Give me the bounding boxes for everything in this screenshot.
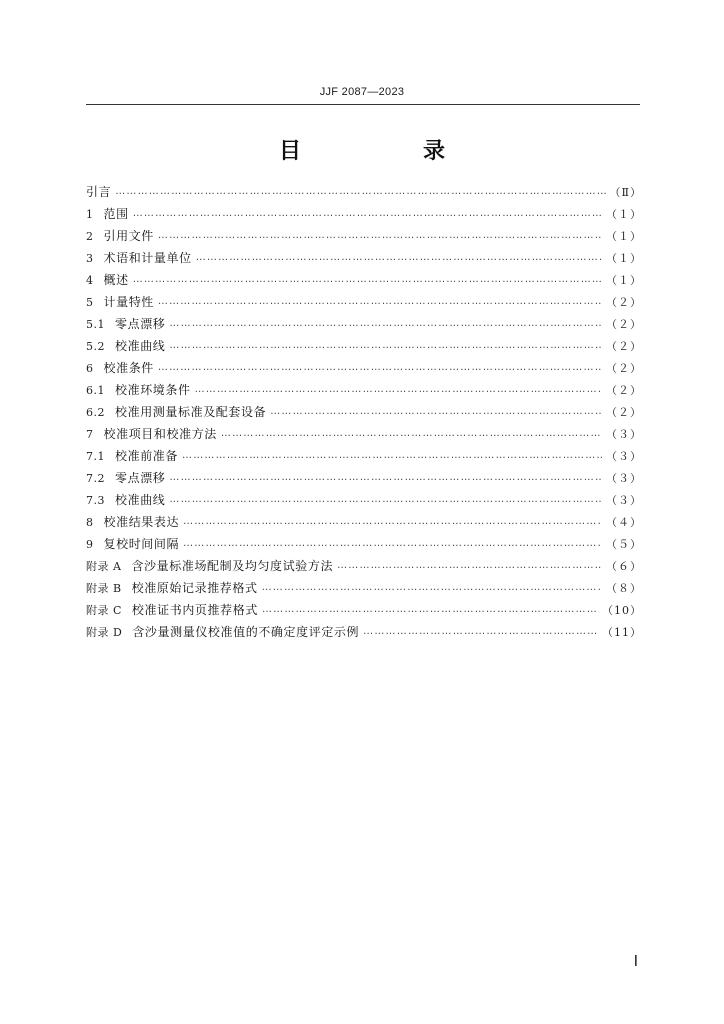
toc-leader-dots: [169, 335, 602, 357]
toc-entry-calibration-items-methods[interactable]: [86, 423, 642, 445]
toc-section-number: 5: [86, 296, 94, 309]
toc-appendix-number: 附录 D: [86, 626, 123, 639]
toc-section-number: 2: [86, 230, 94, 243]
toc-section-number: 7: [86, 428, 94, 441]
toc-label: [86, 269, 129, 292]
toc-leader-dots: [183, 533, 602, 555]
toc-entry-text: 引言: [86, 185, 112, 199]
toc-label: [86, 379, 191, 402]
toc-section-number: 6.2: [86, 406, 105, 419]
toc-page-number: （３）: [606, 494, 642, 507]
standard-code-header: JJF 2087—2023: [319, 86, 405, 98]
toc-entry-text: 零点漂移: [115, 317, 166, 331]
toc-label: [86, 621, 359, 644]
toc-entry-recalibration-interval[interactable]: [86, 533, 642, 555]
header-divider: [86, 104, 640, 105]
toc-page-number: （３）: [606, 450, 642, 463]
toc-page-number: （２）: [606, 296, 642, 309]
toc-entry-results-expression[interactable]: [86, 511, 642, 533]
toc-label: [86, 467, 165, 490]
toc-entry-text: 校准曲线: [115, 339, 166, 353]
toc-page-number: （１）: [606, 252, 642, 265]
toc-label: [86, 335, 165, 358]
toc-entry-calibration-curve-method[interactable]: [86, 489, 642, 511]
toc-label: [86, 225, 154, 248]
toc-page-number: （２）: [606, 318, 642, 331]
toc-entry-text: 含沙量标准场配制及均匀度试验方法: [131, 559, 334, 573]
toc-leader-dots: [133, 203, 602, 225]
toc-page-number: （３）: [606, 472, 642, 485]
toc-leader-dots: [169, 489, 602, 511]
toc-leader-dots: [169, 313, 602, 335]
page-number: Ⅰ: [633, 954, 638, 970]
toc-entry-text: 概述: [103, 273, 129, 287]
toc-entry-text: 校准原始记录推荐格式: [131, 581, 258, 595]
toc-page-number: （１）: [606, 274, 642, 287]
toc-entry-references[interactable]: [86, 225, 642, 247]
toc-entry-text: 校准用测量标准及配套设备: [115, 405, 267, 419]
toc-page-number: （２）: [606, 362, 642, 375]
toc-entry-calibration-curve[interactable]: [86, 335, 642, 357]
toc-leader-dots: [195, 379, 602, 401]
toc-page-number: （１）: [606, 208, 642, 221]
toc-label: [86, 291, 154, 314]
toc-leader-dots: [262, 577, 602, 599]
toc-page-number: （４）: [606, 516, 642, 529]
toc-label: [86, 247, 192, 270]
toc-entry-text: 校准证书内页推荐格式: [131, 603, 258, 617]
toc-label: [86, 357, 154, 380]
toc-entry-text: 计量特性: [103, 295, 154, 309]
toc-leader-dots: [158, 357, 602, 379]
toc-page-number: （Ⅱ）: [609, 186, 642, 199]
toc-leader-dots: [221, 423, 602, 445]
toc-page-number: （１）: [606, 230, 642, 243]
toc-page-number: （６）: [606, 560, 642, 573]
toc-section-number: 3: [86, 252, 94, 265]
toc-leader-dots: [169, 467, 602, 489]
toc-page-number: （２）: [606, 406, 642, 419]
toc-section-number: 1: [86, 208, 94, 221]
toc-label: [86, 577, 258, 600]
toc-page-number: （５）: [606, 538, 642, 551]
toc-label: [86, 313, 165, 336]
toc-leader-dots: [262, 599, 598, 621]
toc-entry-text: 校准条件: [103, 361, 154, 375]
toc-label: [86, 203, 129, 226]
toc-section-number: 4: [86, 274, 94, 287]
toc-entry-text: 校准环境条件: [115, 383, 191, 397]
toc-entry-text: 范围: [103, 207, 129, 221]
toc-entry-environment-conditions[interactable]: [86, 379, 642, 401]
toc-entry-text: 零点漂移: [115, 471, 166, 485]
toc-leader-dots: [158, 225, 602, 247]
toc-leader-dots: [133, 269, 602, 291]
toc-page-number: （10）: [602, 604, 642, 617]
toc-entry-text: 校准项目和校准方法: [103, 427, 217, 441]
toc-label: [86, 423, 217, 446]
toc-entry-terms[interactable]: [86, 247, 642, 269]
toc-section-number: 7.1: [86, 450, 105, 463]
toc-label: [86, 445, 178, 468]
toc-leader-dots: [115, 181, 605, 203]
toc-leader-dots: [158, 291, 602, 313]
toc-entry-measurement-standards[interactable]: [86, 401, 642, 423]
toc-section-number: 5.2: [86, 340, 105, 353]
toc-appendix-number: 附录 C: [86, 604, 122, 617]
toc-leader-dots: [337, 555, 602, 577]
toc-label: [86, 533, 179, 556]
table-of-contents: [86, 181, 642, 643]
toc-entry-text: 术语和计量单位: [103, 251, 192, 265]
toc-leader-dots: [183, 511, 602, 533]
toc-entry-metrological-characteristics[interactable]: [86, 291, 642, 313]
page-title: 目 录: [278, 139, 495, 164]
toc-page-number: （８）: [606, 582, 642, 595]
toc-entry-text: 复校时间间隔: [103, 537, 180, 551]
toc-appendix-number: 附录 B: [86, 582, 122, 595]
toc-section-number: 5.1: [86, 318, 105, 331]
toc-entry-text: 校准曲线: [115, 493, 166, 507]
toc-label: [86, 599, 258, 622]
toc-entry-preparation[interactable]: [86, 445, 642, 467]
toc-entry-introduction[interactable]: [86, 181, 642, 203]
toc-entry-appendix-d[interactable]: [86, 621, 642, 643]
toc-label: [86, 511, 179, 534]
toc-entry-zero-drift-method[interactable]: [86, 467, 642, 489]
toc-section-number: 9: [86, 538, 94, 551]
toc-label: [86, 489, 165, 512]
toc-leader-dots: [270, 401, 602, 423]
toc-label: [86, 401, 266, 424]
toc-leader-dots: [196, 247, 602, 269]
toc-leader-dots: [363, 621, 598, 643]
toc-page-number: （３）: [606, 428, 642, 441]
toc-label: [86, 181, 111, 203]
toc-entry-appendix-c[interactable]: [86, 599, 642, 621]
toc-entry-zero-drift[interactable]: [86, 313, 642, 335]
toc-section-number: 8: [86, 516, 94, 529]
toc-section-number: 6.1: [86, 384, 105, 397]
toc-appendix-number: 附录 A: [86, 560, 122, 573]
toc-entry-text: 引用文件: [103, 229, 154, 243]
toc-section-number: 6: [86, 362, 94, 375]
toc-entry-appendix-a[interactable]: [86, 555, 642, 577]
toc-entry-overview[interactable]: [86, 269, 642, 291]
toc-page-number: （２）: [606, 384, 642, 397]
toc-page-number: （２）: [606, 340, 642, 353]
toc-page-number: （11）: [602, 626, 642, 639]
toc-entry-text: 校准前准备: [115, 449, 179, 463]
toc-entry-text: 含沙量测量仪校准值的不确定度评定示例: [132, 625, 360, 639]
toc-entry-text: 校准结果表达: [103, 515, 180, 529]
toc-entry-calibration-conditions[interactable]: [86, 357, 642, 379]
toc-section-number: 7.2: [86, 472, 105, 485]
toc-entry-scope[interactable]: [86, 203, 642, 225]
toc-section-number: 7.3: [86, 494, 105, 507]
toc-entry-appendix-b[interactable]: [86, 577, 642, 599]
toc-label: [86, 555, 333, 578]
toc-leader-dots: [182, 445, 602, 467]
